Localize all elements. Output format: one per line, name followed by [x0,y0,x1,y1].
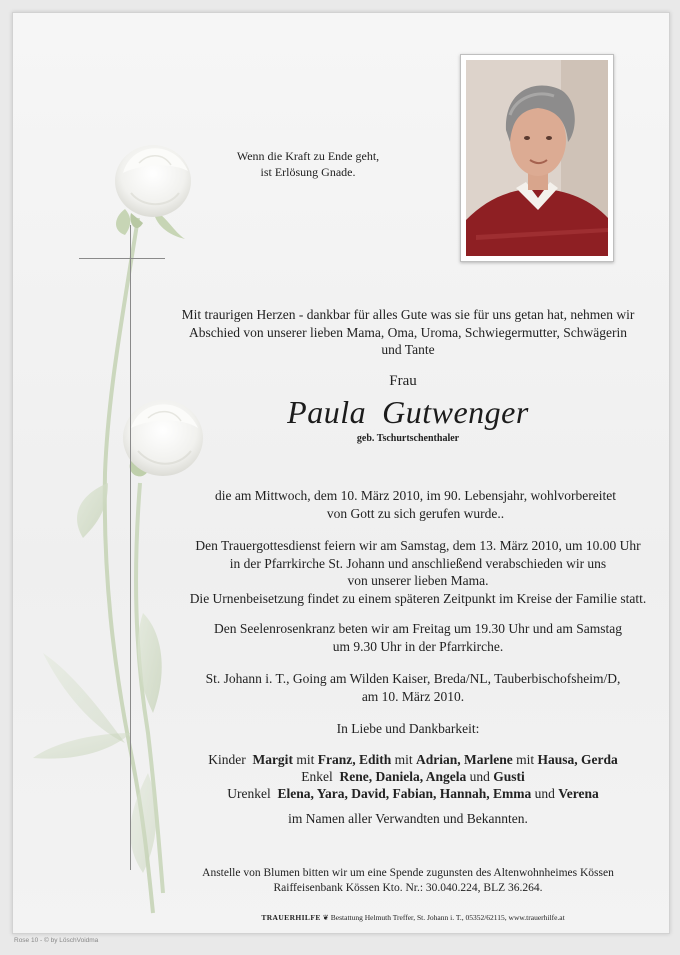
intro-line: und Tante [381,342,435,357]
first-name: Paula [287,394,367,430]
footer [213,913,613,922]
joiner: mit [296,752,315,767]
funeral-service [163,537,670,607]
child-name: Margit [252,752,293,767]
grandchildren-row [163,768,663,785]
place-date [163,670,663,705]
partner-name: Adrian, [416,752,461,767]
death-notice [188,487,643,522]
intro-text [153,306,663,359]
rosary-line: Den Seelenrosenkranz beten wir am Freitag um 19.30 Uhr und am Samstag [214,621,622,636]
great-grandchildren-label: Urenkel [227,786,271,801]
bank-line: Raiffeisenbank Kössen Kto. Nr.: 30.040.224, BLZ 36.264. [273,882,543,894]
footer-text: Bestattung Helmuth Treffer, St. Johann i. T., 05352/62115, www.trauerhilfe.at [330,913,565,922]
death-notice-line: die am Mittwoch, dem 10. März 2010, im 90. Lebensjahr, wohlvorbereitet [215,488,616,503]
great-grandchild-name: Verena [558,786,599,801]
grandchild-name: Gusti [493,769,525,784]
date-line: am 10. März 2010. [361,688,465,704]
grandchildren-label: Enkel [301,769,333,784]
great-grandchildren-row [163,785,663,802]
rosary-notice [188,620,648,655]
portrait-photo [466,60,608,256]
closing-phrase: In Liebe und Dankbarkeit: [336,721,480,736]
death-notice-line: von Gott zu sich gerufen wurde.. [326,505,505,521]
obituary-sheet [12,12,670,934]
leaf-logo-icon: ❦ [322,913,329,922]
service-line: Den Trauergottesdienst feiern wir am Samstag, dem 13. März 2010, um 10.00 Uhr [195,538,641,553]
maiden-name: geb. Tschurtschenthaler [356,433,460,444]
rosary-line: um 9.30 Uhr in der Pfarrkirche. [332,638,504,654]
motto-line: Wenn die Kraft zu Ende geht, [236,149,380,163]
partner-name: Hausa, [537,752,578,767]
motto [208,148,408,180]
child-name: Marlene [464,752,513,767]
children-label: Kinder [208,752,246,767]
last-name: Gutwenger [382,394,529,430]
footer-brand: TRAUERHILFE [261,913,321,922]
portrait-frame [460,54,614,262]
child-name: Gerda [581,752,618,767]
joiner: und [534,786,555,801]
image-credit: Rose 10 - © by LöschVoidma [14,937,99,944]
joiner: mit [516,752,535,767]
grandchildren-names: Rene, Daniela, Angela [339,769,467,784]
family-list [163,751,663,802]
intro-line: Abschied von unserer lieben Mama, Oma, Uroma, Schwiegermutter, Schwägerin [188,324,628,340]
great-grandchildren-names: Elena, Yara, David, Fabian, Hannah, Emma [277,786,532,801]
place-line: St. Johann i. T., Going am Wilden Kaiser, Breda/NL, Tauberbischofsheim/D, [205,671,621,686]
donation-notice [173,866,643,896]
partner-name: Franz, [317,752,356,767]
service-line: Die Urnenbeisetzung findet zu einem späteren Zeitpunkt im Kreise der Familie statt. [189,590,647,606]
portrait-illustration [466,60,608,256]
cross-bar [79,258,165,259]
child-name: Edith [358,752,392,767]
cross-icon [130,225,131,870]
deceased-name [163,394,653,431]
service-line: in der Pfarrkirche St. Johann und anschließend verabschieden wir uns [229,555,607,571]
donation-line: Anstelle von Blumen bitten wir um eine Spende zugunsten des Altenwohnheimes Kössen [202,867,614,879]
joiner: mit [394,752,413,767]
joiner: und [469,769,490,784]
service-line: von unserer lieben Mama. [347,573,489,588]
relatives-line: im Namen aller Verwandten und Bekannten. [288,811,528,826]
intro-line: Mit traurigen Herzen - dankbar für alles Gute was sie für uns getan hat, nehmen wir [181,307,635,322]
salutation: Frau [389,373,417,389]
motto-line: ist Erlösung Gnade. [260,165,356,179]
children-row [163,751,663,768]
